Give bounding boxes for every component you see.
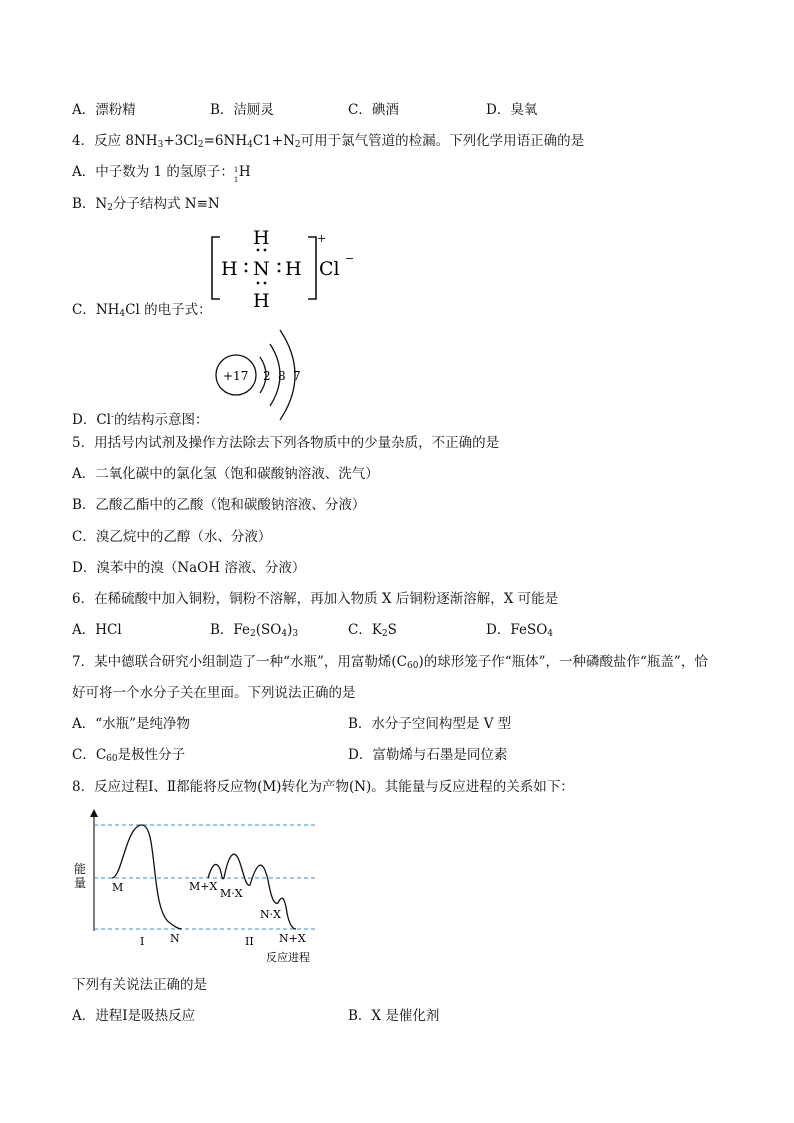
lewis-cl: Cl bbox=[319, 258, 340, 280]
reaction-path-1-curve bbox=[112, 825, 182, 929]
lewis-h-left: H bbox=[221, 258, 238, 280]
shell-1-electrons: 2 bbox=[263, 369, 271, 383]
q6-option-d: D．FeSO$_4$ bbox=[486, 622, 553, 639]
energy-profile-diagram bbox=[70, 805, 330, 970]
x-axis-label: 反应进程 bbox=[266, 951, 310, 964]
label-path-2: II bbox=[245, 935, 254, 948]
q6-option-a: A．HCl bbox=[72, 622, 122, 638]
chloride-ion-structure-diagram bbox=[205, 322, 315, 422]
q7-option-c: C．$C_{60}$是极性分子 bbox=[72, 747, 186, 764]
lewis-n: N bbox=[253, 258, 270, 280]
q3-option-c: C．碘酒 bbox=[348, 102, 399, 118]
q5-option-d: D．溴苯中的溴（NaOH 溶液、分液） bbox=[72, 560, 306, 576]
q4-option-a: A．中子数为 1 的氢原子： 1 1 H bbox=[72, 164, 251, 184]
q7-stem-line1: 7．某中德联合研究小组制造了一种“水瓶”，用富勒烯$(C_{60})$的球形笼子作“瓶体”，一种磷酸盐作“瓶盖”，恰 bbox=[72, 654, 708, 671]
q6-option-b: B．$Fe_2(SO_4)_3$ bbox=[210, 622, 299, 639]
q8-option-a: A．进程Ⅰ是吸热反应 bbox=[72, 1008, 196, 1024]
q3-option-b: B．洁厕灵 bbox=[210, 102, 274, 118]
q5-option-a: A．二氧化碳中的氯化氢（饱和碳酸钠溶液、洗气） bbox=[72, 466, 379, 482]
q4-stem: 4．反应 $8NH_3+3Cl_2=6NH_4C1+N_2$可用于氯气管道的检漏。下列化学用语正确的是 bbox=[72, 133, 585, 150]
y-axis-label-bottom: 量 bbox=[74, 876, 87, 890]
label-path-1: I bbox=[140, 935, 145, 948]
lewis-h-top: H bbox=[253, 227, 270, 249]
q5-stem: 5．用括号内试剂及操作方法除去下列各物质中的少量杂质，不正确的是 bbox=[72, 435, 500, 451]
q4-option-b: B．$N_2$分子结构式 N≡N bbox=[72, 196, 220, 213]
q5-option-b: B．乙酸乙酯中的乙酸（饱和碳酸钠溶液、分液） bbox=[72, 497, 366, 513]
shell-3-electrons: 7 bbox=[293, 369, 301, 383]
hydrogen-isotope-notation: 1 1 H bbox=[233, 164, 251, 184]
nucleus-charge: +17 bbox=[223, 369, 249, 383]
y-axis-label-top: 能 bbox=[74, 862, 87, 876]
label-m: M bbox=[112, 881, 124, 894]
q8-stem: 8．反应过程Ⅰ、Ⅱ都能将反应物(M)转化为产物(N)。其能量与反应进程的关系如下： bbox=[72, 779, 574, 795]
q7-stem-line2: 好可将一个水分子关在里面。下列说法正确的是 bbox=[72, 685, 356, 701]
label-n: N bbox=[170, 932, 180, 945]
q4-equation: $8NH_3+3Cl_2=6NH_4C1+N_2$ bbox=[125, 133, 301, 150]
q4-option-d: D．Cl-的结构示意图： bbox=[72, 412, 209, 428]
q8-prompt: 下列有关说法正确的是 bbox=[72, 977, 207, 993]
q6-stem: 6．在稀硫酸中加入铜粉，铜粉不溶解，再加入物质 X 后铜粉逐渐溶解，X 可能是 bbox=[72, 591, 559, 607]
label-m-plus-x: M+X bbox=[189, 880, 218, 893]
q3-option-d: D．臭氧 bbox=[486, 102, 538, 118]
label-n-dot-x: N·X bbox=[260, 908, 281, 921]
q7-option-a: A．“水瓶”是纯净物 bbox=[72, 716, 191, 732]
shell-2-electrons: 8 bbox=[278, 369, 286, 383]
q7-option-d: D．富勒烯与石墨是同位素 bbox=[348, 747, 508, 763]
q7-option-b: B．水分子空间构型是 V 型 bbox=[348, 716, 512, 732]
q4-option-c: C．$NH_4Cl$ 的电子式： bbox=[72, 302, 212, 319]
label-n-plus-x: N+X bbox=[279, 932, 306, 945]
lewis-h-right: H bbox=[285, 258, 302, 280]
lewis-charge-plus: + bbox=[317, 232, 327, 245]
q8-option-b: B．X 是催化剂 bbox=[348, 1008, 440, 1024]
lewis-h-bottom: H bbox=[253, 290, 270, 312]
label-m-dot-x: M·X bbox=[220, 887, 243, 900]
q6-option-c: C．$K_2S$ bbox=[348, 622, 397, 639]
q3-option-a: A．漂粉精 bbox=[72, 102, 136, 118]
lewis-cl-charge: − bbox=[345, 252, 355, 265]
q5-option-c: C．溴乙烷中的乙醇（水、分液） bbox=[72, 529, 272, 545]
nh4cl-electron-formula bbox=[205, 225, 365, 315]
